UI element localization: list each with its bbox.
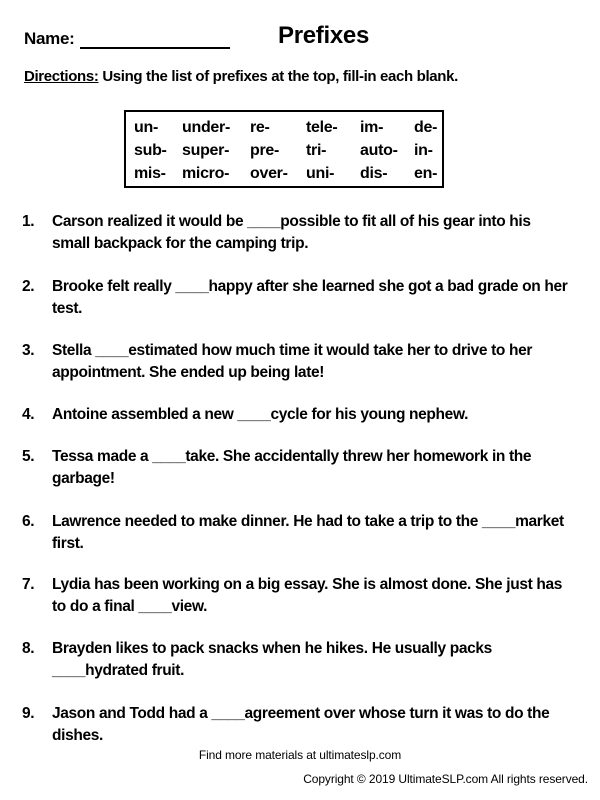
question-text: Brayden likes to pack snacks when he hikes. He usually packs ____hydrated fruit. <box>52 640 492 679</box>
more-materials-text: Find more materials at ultimateslp.com <box>198 748 402 762</box>
question-text: Lawrence needed to make dinner. He had to take a trip to the ____market first. <box>52 513 564 552</box>
prefix-item: tri- <box>306 142 327 159</box>
question-number: 3. <box>22 342 35 359</box>
question-text: Tessa made a ____take. She accidentally threw her homework in the garbage! <box>52 448 532 487</box>
question-text: Carson realized it would be ____possible to fit all of his gear into his small backpack for the camping trip. <box>52 213 531 252</box>
prefix-item: pre- <box>250 142 280 159</box>
question-item <box>22 404 592 426</box>
question-number: 5. <box>22 448 35 465</box>
question-number: 4. <box>22 406 35 423</box>
question-text: Lydia has been working on a big essay. She is almost done. She just has to do a final ____view. <box>52 576 563 615</box>
prefix-item: in- <box>414 142 433 159</box>
question-item <box>22 446 592 490</box>
question-item <box>22 511 592 555</box>
question-number: 9. <box>22 705 35 722</box>
prefix-item: over- <box>250 165 288 182</box>
prefix-item: mis- <box>134 165 166 182</box>
directions <box>24 68 584 85</box>
question-number: 2. <box>22 278 35 295</box>
question-number: 1. <box>22 213 35 230</box>
question-text: Antoine assembled a new ____cycle for his young nephew. <box>52 406 469 423</box>
question-item <box>22 574 592 618</box>
prefix-item: en- <box>414 165 438 182</box>
prefix-item: re- <box>250 119 270 136</box>
copyright-text: Copyright © 2019 UltimateSLP.com All rights reserved. <box>303 772 588 786</box>
question-item <box>22 703 592 747</box>
prefix-item: super- <box>182 142 230 159</box>
name-label: Name: <box>24 29 75 48</box>
page-title: Prefixes <box>278 22 369 49</box>
question-item <box>22 340 592 384</box>
question-number: 6. <box>22 513 35 530</box>
prefix-item: de- <box>414 119 438 136</box>
question-text: Stella ____estimated how much time it would take her to drive to her appointment. She ended up being late! <box>52 342 533 381</box>
directions-text: Using the list of prefixes at the top, fill-in each blank. <box>98 68 458 85</box>
question-text: Brooke felt really ____happy after she learned she got a bad grade on her test. <box>52 278 568 317</box>
prefix-item: dis- <box>360 165 388 182</box>
question-item <box>22 276 592 320</box>
prefix-item: im- <box>360 119 384 136</box>
name-blank-line[interactable] <box>80 30 230 49</box>
prefix-item: micro- <box>182 165 230 182</box>
question-item <box>22 211 592 255</box>
prefix-item: un- <box>134 119 158 136</box>
question-text: Jason and Todd had a ____agreement over whose turn it was to do the dishes. <box>52 705 550 744</box>
prefix-item: auto- <box>360 142 398 159</box>
question-number: 7. <box>22 576 35 593</box>
question-number: 8. <box>22 640 35 657</box>
directions-label: Directions: <box>24 68 99 85</box>
prefix-item: uni- <box>306 165 335 182</box>
prefix-box <box>124 110 444 188</box>
name-field <box>24 29 230 49</box>
prefix-item: under- <box>182 119 230 136</box>
prefix-item: tele- <box>306 119 338 136</box>
question-item <box>22 638 592 682</box>
prefix-item: sub- <box>134 142 167 159</box>
